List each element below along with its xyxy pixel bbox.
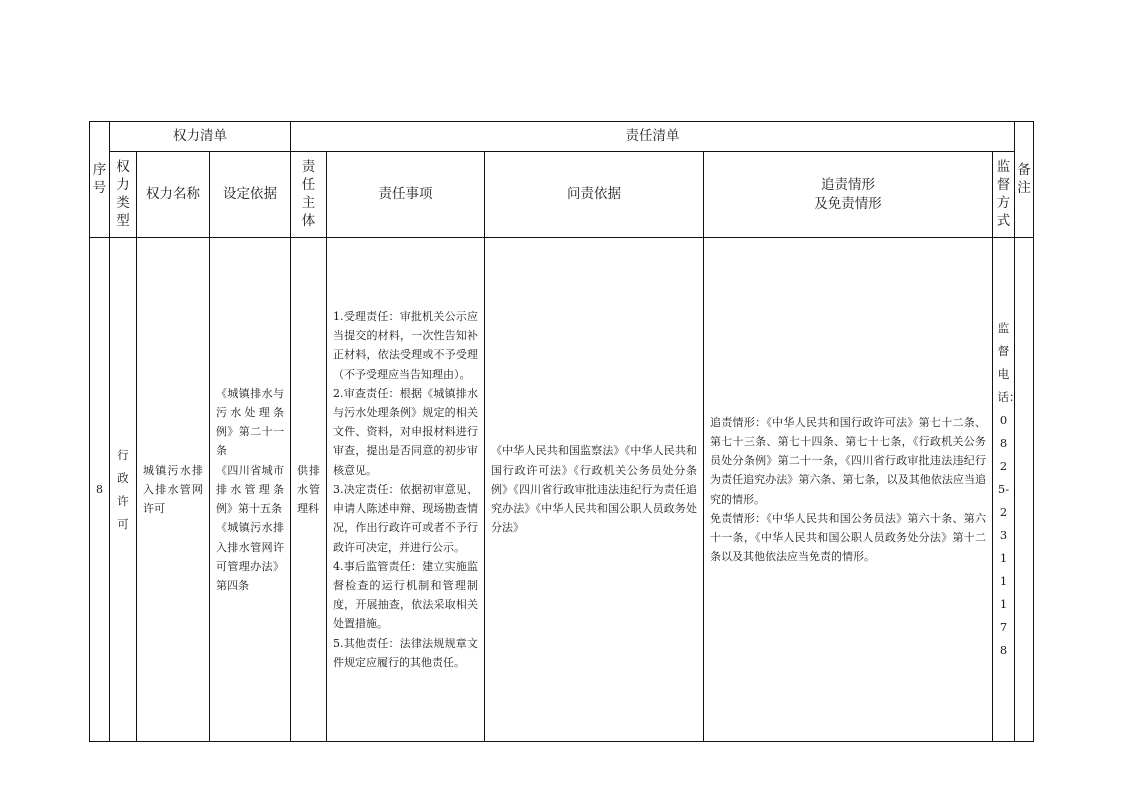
header-basis: 设定依据 (210, 152, 291, 238)
header-power-name: 权力名称 (137, 152, 210, 238)
row-remarks (1015, 238, 1034, 742)
table-row (90, 238, 1034, 742)
row-accountability-basis: 《中华人民共和国监察法》《中华人民共和国行政许可法》《行政机关公务员处分条例》《四川省行政审批违法违纪行为责任追究办法》《中华人民共和国公职人员政务处分法》 (485, 238, 704, 742)
header-seq: 序号 (90, 122, 110, 238)
header-situations: 追责情形 及免责情形 (704, 152, 993, 238)
header-subject: 责任主体 (291, 152, 327, 238)
header-responsibility-list: 责任清单 (291, 122, 1015, 152)
header-matters: 责任事项 (327, 152, 485, 238)
row-subject: 供排水管理科 (291, 238, 327, 742)
header-power-type: 权力类型 (110, 152, 137, 238)
row-matters: 1.受理责任：审批机关公示应当提交的材料，一次性告知补正材料，依法受理或不予受理（不予受理应当告知理由）。 2.审查责任：根据《城镇排水与污水处理条例》规定的相关文件、资料，对申报材料进行审查，提出是否同意的初步审核意见。 3.决定责任：依据初审意见、申请人陈述申辩、现场勘查情况，作出行政许可或者不予行政许可决定，并进行公示。 4.事后监管责任：建立实施监督检查的运行机制和管理制度，开展抽查，依法采取相关处置措施。 5.其他责任：法律法规规章文件规定应履行的其他责任。 (327, 238, 485, 742)
row-seq: 8 (90, 238, 110, 742)
header-remarks: 备注 (1015, 122, 1034, 238)
row-supervision: 监督电话：0825-2311178 (993, 238, 1015, 742)
row-situations: 追责情形：《中华人民共和国行政许可法》第七十二条、第七十三条、第七十四条、第七十七条，《行政机关公务员处分条例》第二十一条，《四川省行政审批违法违纪行为责任追究办法》第六条、第七条，以及其他依法应当追究的情形。 免责情形：《中华人民共和国公务员法》第六十条、第六十一条，《中华人民共和国公职人员政务处分法》第十二条以及其他依法应当免责的情形。 (704, 238, 993, 742)
row-basis: 《城镇排水与污水处理条例》第二十一条 《四川省城市排水管理条例》第十五条 《城镇污水排入排水管网许可管理办法》第四条 (210, 238, 291, 742)
row-power-type: 行政许可 (110, 238, 137, 742)
header-supervision: 监督方式 (993, 152, 1015, 238)
header-accountability-basis: 问责依据 (485, 152, 704, 238)
power-responsibility-table (89, 121, 1034, 742)
header-power-list: 权力清单 (110, 122, 291, 152)
row-power-name: 城镇污水排入排水管网许可 (137, 238, 210, 742)
